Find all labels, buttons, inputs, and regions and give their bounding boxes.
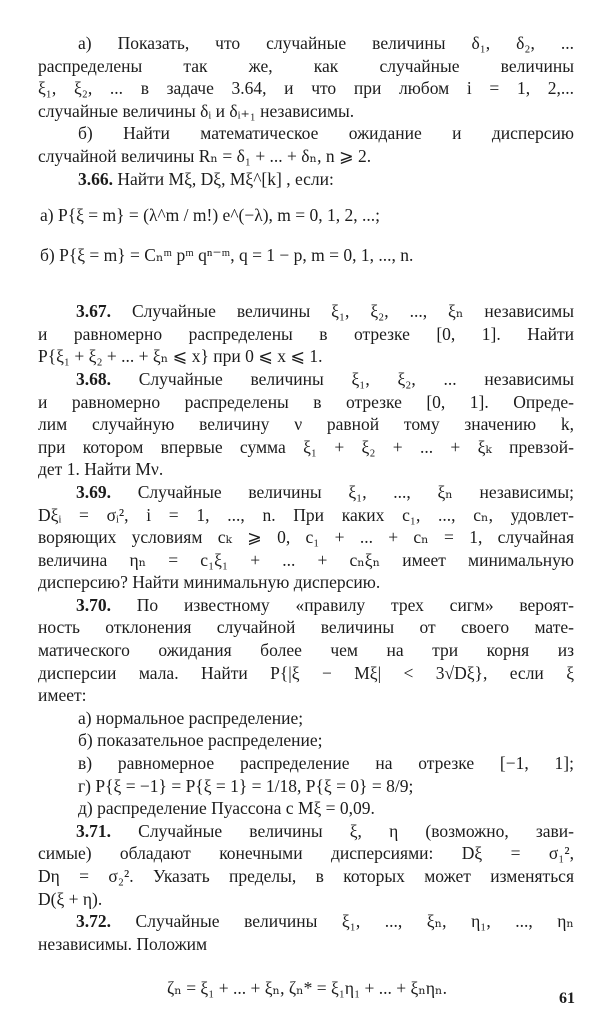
line-text: и равномерно распределены в отрезке [0, 1]. Опреде- — [38, 391, 574, 412]
text-line — [38, 842, 574, 865]
text-line — [38, 168, 574, 191]
line-text: д) распределение Пуассона с Mξ = 0,09. — [78, 798, 375, 819]
spacer — [38, 190, 574, 200]
text-line — [38, 368, 574, 391]
line-text: Найти Mξ, Dξ, Mξ^[k] , если: — [117, 168, 334, 189]
text-line — [38, 775, 574, 798]
text-line — [38, 458, 574, 481]
line-text: независимы. Положим — [38, 933, 208, 954]
text-line — [38, 504, 574, 527]
problem-number: 3.66. — [78, 168, 113, 189]
line-text: P{ξ₁ + ξ₂ + ... + ξₙ ⩽ x} при 0 ⩽ x ⩽ 1. — [38, 346, 323, 367]
text-line — [38, 323, 574, 346]
line-text: Dη = σ₂². Указать пределы, в которых может изменяться — [38, 866, 574, 886]
text-line — [38, 888, 574, 911]
text-line — [38, 865, 574, 888]
formula-line — [38, 200, 574, 230]
text-line — [38, 345, 574, 368]
text-line — [38, 684, 574, 707]
line-text: ность отклонения случайной величины от своего мате- — [38, 617, 574, 638]
text-line — [38, 100, 574, 123]
line-text: случайной величины Rₙ = δ₁ + ... + δₙ, n ⩾ 2. — [38, 145, 372, 166]
text-line — [38, 820, 574, 843]
line-text: По известному «правилу трех сигм» вероят- — [136, 594, 574, 615]
text-line — [38, 571, 574, 594]
line-text: Случайные величины ξ₁, ξ₂, ... независимы — [138, 368, 574, 389]
line-text: D(ξ + η). — [38, 888, 103, 909]
line-text: величина ηₙ = c₁ξ₁ + ... + cₙξₙ имеет минимальную — [38, 549, 574, 570]
text-line — [38, 594, 574, 617]
text-line — [38, 436, 574, 459]
text-line — [38, 910, 574, 933]
formula-line — [38, 955, 574, 1003]
text-line — [38, 122, 574, 145]
line-text: б) P{ξ = m} = Cₙᵐ pᵐ qⁿ⁻ᵐ, q = 1 − p, m = 0, 1, ..., n. — [40, 245, 414, 266]
line-text: случайные величины δᵢ и δᵢ₊₁ независимы. — [38, 100, 355, 121]
problem-number: 3.67. — [76, 301, 111, 322]
text-line — [38, 32, 574, 55]
text-line — [38, 55, 574, 78]
problem-number: 3.68. — [76, 368, 111, 389]
page-number: 61 — [559, 990, 575, 1007]
line-text: распределены так же, как случайные величины — [38, 55, 574, 76]
line-text: матического ожидания более чем на три корня из — [38, 640, 574, 661]
text-line — [38, 752, 574, 775]
line-text: б) Найти математическое ожидание и дисперсию — [78, 123, 574, 144]
text-line — [38, 639, 574, 662]
line-text: а) P{ξ = m} = (λ^m / m!) e^(−λ), m = 0, 1, 2, ...; — [40, 205, 381, 226]
text-line — [38, 391, 574, 414]
line-text: Случайные величины ξ₁, ..., ξₙ независимы; — [137, 481, 574, 502]
text-line — [38, 933, 574, 956]
line-text: Случайные величины ξ₁, ..., ξₙ, η₁, ..., ηₙ — [135, 911, 575, 932]
line-text: лим случайную величину ν равной тому значению k, — [38, 414, 574, 435]
line-text: а) нормальное распределение; — [78, 707, 304, 728]
line-text: г) P{ξ = −1} = P{ξ = 1} = 1/18, P{ξ = 0} = 8/9; — [78, 775, 414, 796]
problem-number: 3.69. — [76, 481, 111, 502]
line-text: симые) обладают конечными дисперсиями: Dξ = σ₁², — [38, 843, 574, 864]
line-text: ζₙ = ξ₁ + ... + ξₙ, ζₙ* = ξ₁η₁ + ... + ξₙηₙ. — [167, 978, 447, 999]
line-text: дисперсию? Найти минимальную дисперсию. — [38, 572, 381, 593]
text-line — [38, 729, 574, 752]
line-text: воряющих условиям cₖ ⩾ 0, c₁ + ... + cₙ = 1, случайная — [38, 527, 574, 548]
text-line — [38, 797, 574, 820]
line-text: дисперсии мала. Найти P{|ξ − Mξ| < 3√Dξ}, если ξ — [38, 662, 574, 683]
line-text: при котором впервые сумма ξ₁ + ξ₂ + ... + ξₖ превзой- — [38, 436, 574, 457]
line-text: ξ₁, ξ₂, ... в задаче 3.64, и что при любом i = 1, 2,... — [38, 78, 574, 99]
line-text: имеет: — [38, 685, 87, 706]
text-line — [38, 145, 574, 168]
text-line — [38, 662, 574, 685]
line-text: Случайные величины ξ₁, ξ₂, ..., ξₙ независимы — [131, 301, 575, 322]
text-line — [38, 481, 574, 504]
text-line — [38, 549, 574, 572]
problem-number: 3.70. — [76, 594, 111, 615]
line-text: б) показательное распределение; — [78, 730, 323, 751]
spacer — [38, 270, 574, 300]
text-line — [38, 413, 574, 436]
line-text: а) Показать, что случайные величины δ₁, δ₂, ... — [78, 33, 574, 53]
line-text: Случайные величины ξ, η (возможно, зави- — [138, 820, 575, 841]
line-text: в) равномерное распределение на отрезке [−1, 1]; — [78, 753, 574, 774]
text-line — [38, 616, 574, 639]
text-line — [38, 707, 574, 730]
line-text: Dξᵢ = σᵢ², i = 1, ..., n. При каких c₁, ..., cₙ, удовлет- — [38, 504, 574, 525]
problem-number: 3.72. — [76, 911, 111, 932]
formula-line — [38, 240, 574, 270]
text-line — [38, 526, 574, 549]
textbook-page — [38, 32, 574, 1003]
spacer — [38, 230, 574, 240]
text-line — [38, 77, 574, 100]
line-text: и равномерно распределены в отрезке [0, 1]. Найти — [38, 323, 574, 344]
problem-number: 3.71. — [76, 820, 111, 841]
text-line — [38, 300, 574, 323]
line-text: дет 1. Найти Mν. — [38, 459, 164, 480]
